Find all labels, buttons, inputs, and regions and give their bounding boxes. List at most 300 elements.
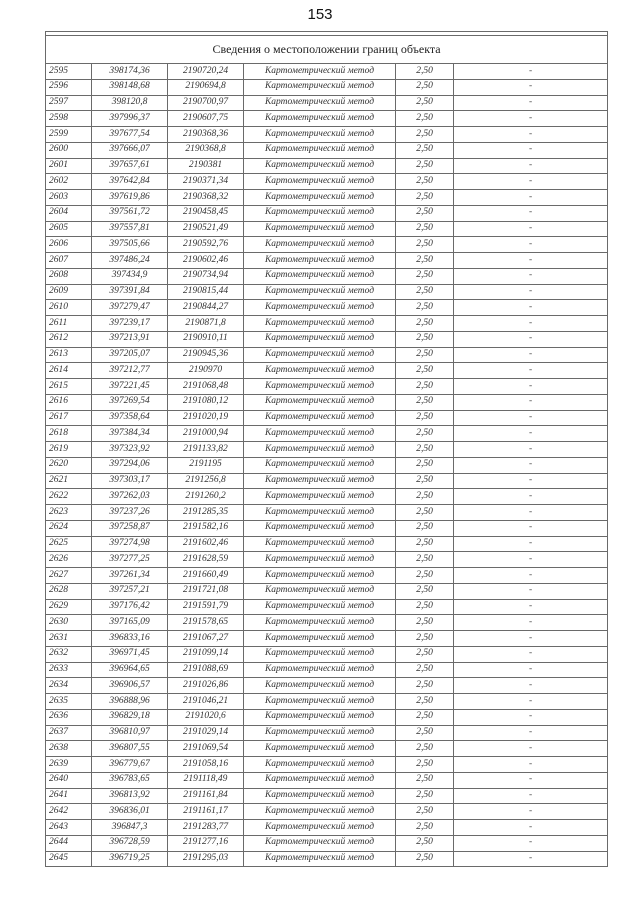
x-coordinate-cell: 397261,34	[92, 568, 168, 584]
table-row	[46, 363, 608, 379]
accuracy-cell: 2,50	[396, 568, 454, 584]
note-cell: -	[454, 79, 608, 95]
note-cell: -	[454, 599, 608, 615]
point-number-cell: 2643	[46, 820, 92, 836]
table-row	[46, 111, 608, 127]
y-coordinate-cell: 2191046,21	[168, 694, 244, 710]
method-cell: Картометрический метод	[244, 568, 396, 584]
y-coordinate-cell: 2191721,08	[168, 583, 244, 599]
x-coordinate-cell: 397176,42	[92, 599, 168, 615]
table-body	[46, 64, 608, 867]
method-cell: Картометрический метод	[244, 646, 396, 662]
accuracy-cell: 2,50	[396, 820, 454, 836]
y-coordinate-cell: 2191069,54	[168, 741, 244, 757]
point-number-cell: 2645	[46, 851, 92, 867]
point-number-cell: 2623	[46, 505, 92, 521]
point-number-cell: 2609	[46, 284, 92, 300]
y-coordinate-cell: 2191118,49	[168, 772, 244, 788]
method-cell: Картометрический метод	[244, 725, 396, 741]
note-cell: -	[454, 394, 608, 410]
note-cell: -	[454, 473, 608, 489]
accuracy-cell: 2,50	[396, 457, 454, 473]
y-coordinate-cell: 2191285,35	[168, 505, 244, 521]
x-coordinate-cell: 397505,66	[92, 237, 168, 253]
x-coordinate-cell: 397358,64	[92, 410, 168, 426]
note-cell: -	[454, 709, 608, 725]
table-row	[46, 725, 608, 741]
method-cell: Картометрический метод	[244, 442, 396, 458]
note-cell: -	[454, 489, 608, 505]
point-number-cell: 2630	[46, 615, 92, 631]
y-coordinate-cell: 2190592,76	[168, 237, 244, 253]
y-coordinate-cell: 2190694,8	[168, 79, 244, 95]
x-coordinate-cell: 398120,8	[92, 95, 168, 111]
note-cell: -	[454, 158, 608, 174]
y-coordinate-cell: 2191000,94	[168, 426, 244, 442]
note-cell: -	[454, 111, 608, 127]
y-coordinate-cell: 2190371,34	[168, 174, 244, 190]
accuracy-cell: 2,50	[396, 662, 454, 678]
method-cell: Картометрический метод	[244, 552, 396, 568]
point-number-cell: 2642	[46, 804, 92, 820]
accuracy-cell: 2,50	[396, 520, 454, 536]
point-number-cell: 2638	[46, 741, 92, 757]
x-coordinate-cell: 396813,92	[92, 788, 168, 804]
point-number-cell: 2604	[46, 205, 92, 221]
point-number-cell: 2600	[46, 142, 92, 158]
note-cell: -	[454, 851, 608, 867]
note-cell: -	[454, 788, 608, 804]
note-cell: -	[454, 331, 608, 347]
note-cell: -	[454, 190, 608, 206]
note-cell: -	[454, 757, 608, 773]
note-cell: -	[454, 457, 608, 473]
accuracy-cell: 2,50	[396, 678, 454, 694]
table-title-row	[46, 36, 608, 64]
method-cell: Картометрический метод	[244, 505, 396, 521]
table-row	[46, 442, 608, 458]
method-cell: Картометрический метод	[244, 662, 396, 678]
point-number-cell: 2625	[46, 536, 92, 552]
point-number-cell: 2613	[46, 347, 92, 363]
accuracy-cell: 2,50	[396, 284, 454, 300]
accuracy-cell: 2,50	[396, 709, 454, 725]
method-cell: Картометрический метод	[244, 410, 396, 426]
table-row	[46, 142, 608, 158]
table-row	[46, 678, 608, 694]
y-coordinate-cell: 2191099,14	[168, 646, 244, 662]
page-number: 153	[307, 6, 333, 23]
accuracy-cell: 2,50	[396, 64, 454, 80]
point-number-cell: 2636	[46, 709, 92, 725]
x-coordinate-cell: 397277,25	[92, 552, 168, 568]
y-coordinate-cell: 2190607,75	[168, 111, 244, 127]
table-row	[46, 205, 608, 221]
table-row	[46, 709, 608, 725]
point-number-cell: 2615	[46, 379, 92, 395]
x-coordinate-cell: 397996,37	[92, 111, 168, 127]
x-coordinate-cell: 396829,18	[92, 709, 168, 725]
table-row	[46, 536, 608, 552]
method-cell: Картометрический метод	[244, 583, 396, 599]
note-cell: -	[454, 410, 608, 426]
x-coordinate-cell: 396783,65	[92, 772, 168, 788]
table-row	[46, 505, 608, 521]
y-coordinate-cell: 2191067,27	[168, 631, 244, 647]
y-coordinate-cell: 2190602,46	[168, 253, 244, 269]
x-coordinate-cell: 397205,07	[92, 347, 168, 363]
method-cell: Картометрический метод	[244, 205, 396, 221]
table-row	[46, 410, 608, 426]
note-cell: -	[454, 725, 608, 741]
y-coordinate-cell: 2190945,36	[168, 347, 244, 363]
accuracy-cell: 2,50	[396, 95, 454, 111]
point-number-cell: 2635	[46, 694, 92, 710]
x-coordinate-cell: 396906,57	[92, 678, 168, 694]
method-cell: Картометрический метод	[244, 457, 396, 473]
x-coordinate-cell: 397557,81	[92, 221, 168, 237]
x-coordinate-cell: 397677,54	[92, 127, 168, 143]
point-number-cell: 2619	[46, 442, 92, 458]
note-cell: -	[454, 142, 608, 158]
y-coordinate-cell: 2191161,17	[168, 804, 244, 820]
table-row	[46, 221, 608, 237]
x-coordinate-cell: 397303,17	[92, 473, 168, 489]
note-cell: -	[454, 127, 608, 143]
method-cell: Картометрический метод	[244, 284, 396, 300]
accuracy-cell: 2,50	[396, 363, 454, 379]
accuracy-cell: 2,50	[396, 190, 454, 206]
note-cell: -	[454, 662, 608, 678]
y-coordinate-cell: 2190458,45	[168, 205, 244, 221]
y-coordinate-cell: 2191080,12	[168, 394, 244, 410]
x-coordinate-cell: 397561,72	[92, 205, 168, 221]
x-coordinate-cell: 396847,3	[92, 820, 168, 836]
y-coordinate-cell: 2190368,8	[168, 142, 244, 158]
point-number-cell: 2632	[46, 646, 92, 662]
accuracy-cell: 2,50	[396, 473, 454, 489]
y-coordinate-cell: 2190368,36	[168, 127, 244, 143]
note-cell: -	[454, 221, 608, 237]
y-coordinate-cell: 2191277,16	[168, 835, 244, 851]
y-coordinate-cell: 2191195	[168, 457, 244, 473]
note-cell: -	[454, 520, 608, 536]
accuracy-cell: 2,50	[396, 505, 454, 521]
table-row	[46, 646, 608, 662]
method-cell: Картометрический метод	[244, 79, 396, 95]
point-number-cell: 2624	[46, 520, 92, 536]
note-cell: -	[454, 820, 608, 836]
x-coordinate-cell: 396888,96	[92, 694, 168, 710]
point-number-cell: 2627	[46, 568, 92, 584]
point-number-cell: 2602	[46, 174, 92, 190]
x-coordinate-cell: 397257,21	[92, 583, 168, 599]
note-cell: -	[454, 426, 608, 442]
accuracy-cell: 2,50	[396, 646, 454, 662]
point-number-cell: 2601	[46, 158, 92, 174]
y-coordinate-cell: 2190521,49	[168, 221, 244, 237]
method-cell: Картометрический метод	[244, 599, 396, 615]
point-number-cell: 2633	[46, 662, 92, 678]
point-number-cell: 2637	[46, 725, 92, 741]
y-coordinate-cell: 2191256,8	[168, 473, 244, 489]
table-row	[46, 631, 608, 647]
accuracy-cell: 2,50	[396, 331, 454, 347]
point-number-cell: 2606	[46, 237, 92, 253]
table-title: Сведения о местоположении границ объекта	[46, 36, 608, 64]
note-cell: -	[454, 95, 608, 111]
y-coordinate-cell: 2191161,84	[168, 788, 244, 804]
table-row	[46, 174, 608, 190]
table-row	[46, 394, 608, 410]
table-row	[46, 489, 608, 505]
point-number-cell: 2620	[46, 457, 92, 473]
table-row	[46, 316, 608, 332]
table-row	[46, 473, 608, 489]
accuracy-cell: 2,50	[396, 552, 454, 568]
accuracy-cell: 2,50	[396, 410, 454, 426]
y-coordinate-cell: 2190700,97	[168, 95, 244, 111]
note-cell: -	[454, 205, 608, 221]
table-row	[46, 552, 608, 568]
accuracy-cell: 2,50	[396, 583, 454, 599]
table-row	[46, 583, 608, 599]
x-coordinate-cell: 397237,26	[92, 505, 168, 521]
x-coordinate-cell: 397212,77	[92, 363, 168, 379]
x-coordinate-cell: 398174,36	[92, 64, 168, 80]
point-number-cell: 2628	[46, 583, 92, 599]
point-number-cell: 2598	[46, 111, 92, 127]
y-coordinate-cell: 2191133,82	[168, 442, 244, 458]
accuracy-cell: 2,50	[396, 694, 454, 710]
x-coordinate-cell: 397221,45	[92, 379, 168, 395]
x-coordinate-cell: 397165,09	[92, 615, 168, 631]
x-coordinate-cell: 397279,47	[92, 300, 168, 316]
method-cell: Картометрический метод	[244, 158, 396, 174]
method-cell: Картометрический метод	[244, 741, 396, 757]
y-coordinate-cell: 2191628,59	[168, 552, 244, 568]
accuracy-cell: 2,50	[396, 757, 454, 773]
x-coordinate-cell: 397666,07	[92, 142, 168, 158]
note-cell: -	[454, 631, 608, 647]
method-cell: Картометрический метод	[244, 694, 396, 710]
table-row	[46, 158, 608, 174]
accuracy-cell: 2,50	[396, 174, 454, 190]
y-coordinate-cell: 2190910,11	[168, 331, 244, 347]
method-cell: Картометрический метод	[244, 347, 396, 363]
y-coordinate-cell: 2191660,49	[168, 568, 244, 584]
table-row	[46, 741, 608, 757]
table-row	[46, 300, 608, 316]
y-coordinate-cell: 2190720,24	[168, 64, 244, 80]
x-coordinate-cell: 397269,54	[92, 394, 168, 410]
point-number-cell: 2641	[46, 788, 92, 804]
table-row	[46, 426, 608, 442]
y-coordinate-cell: 2191088,69	[168, 662, 244, 678]
point-number-cell: 2608	[46, 268, 92, 284]
x-coordinate-cell: 397294,06	[92, 457, 168, 473]
y-coordinate-cell: 2190734,94	[168, 268, 244, 284]
accuracy-cell: 2,50	[396, 111, 454, 127]
table-row	[46, 347, 608, 363]
table-row	[46, 237, 608, 253]
method-cell: Картометрический метод	[244, 835, 396, 851]
table-row	[46, 253, 608, 269]
x-coordinate-cell: 396728,59	[92, 835, 168, 851]
point-number-cell: 2610	[46, 300, 92, 316]
x-coordinate-cell: 396807,55	[92, 741, 168, 757]
method-cell: Картометрический метод	[244, 473, 396, 489]
y-coordinate-cell: 2190368,32	[168, 190, 244, 206]
method-cell: Картометрический метод	[244, 190, 396, 206]
note-cell: -	[454, 237, 608, 253]
table-row	[46, 520, 608, 536]
note-cell: -	[454, 174, 608, 190]
y-coordinate-cell: 2190970	[168, 363, 244, 379]
accuracy-cell: 2,50	[396, 268, 454, 284]
accuracy-cell: 2,50	[396, 237, 454, 253]
table-row	[46, 615, 608, 631]
accuracy-cell: 2,50	[396, 316, 454, 332]
point-number-cell: 2618	[46, 426, 92, 442]
method-cell: Картометрический метод	[244, 331, 396, 347]
accuracy-cell: 2,50	[396, 79, 454, 95]
method-cell: Картометрический метод	[244, 142, 396, 158]
note-cell: -	[454, 442, 608, 458]
method-cell: Картометрический метод	[244, 268, 396, 284]
accuracy-cell: 2,50	[396, 347, 454, 363]
note-cell: -	[454, 568, 608, 584]
table-row	[46, 95, 608, 111]
accuracy-cell: 2,50	[396, 835, 454, 851]
accuracy-cell: 2,50	[396, 772, 454, 788]
point-number-cell: 2626	[46, 552, 92, 568]
y-coordinate-cell: 2191026,86	[168, 678, 244, 694]
y-coordinate-cell: 2191591,79	[168, 599, 244, 615]
x-coordinate-cell: 397323,92	[92, 442, 168, 458]
x-coordinate-cell: 397274,98	[92, 536, 168, 552]
x-coordinate-cell: 396719,25	[92, 851, 168, 867]
accuracy-cell: 2,50	[396, 489, 454, 505]
y-coordinate-cell: 2191582,16	[168, 520, 244, 536]
point-number-cell: 2595	[46, 64, 92, 80]
accuracy-cell: 2,50	[396, 442, 454, 458]
y-coordinate-cell: 2191029,14	[168, 725, 244, 741]
point-number-cell: 2617	[46, 410, 92, 426]
table-row	[46, 568, 608, 584]
accuracy-cell: 2,50	[396, 741, 454, 757]
x-coordinate-cell: 397213,91	[92, 331, 168, 347]
table-row	[46, 757, 608, 773]
point-number-cell: 2639	[46, 757, 92, 773]
point-number-cell: 2644	[46, 835, 92, 851]
x-coordinate-cell: 397434,9	[92, 268, 168, 284]
note-cell: -	[454, 505, 608, 521]
y-coordinate-cell: 2191283,77	[168, 820, 244, 836]
point-number-cell: 2614	[46, 363, 92, 379]
accuracy-cell: 2,50	[396, 599, 454, 615]
method-cell: Картометрический метод	[244, 772, 396, 788]
note-cell: -	[454, 741, 608, 757]
x-coordinate-cell: 398148,68	[92, 79, 168, 95]
accuracy-cell: 2,50	[396, 394, 454, 410]
note-cell: -	[454, 536, 608, 552]
x-coordinate-cell: 397258,87	[92, 520, 168, 536]
x-coordinate-cell: 397262,03	[92, 489, 168, 505]
method-cell: Картометрический метод	[244, 111, 396, 127]
note-cell: -	[454, 347, 608, 363]
point-number-cell: 2621	[46, 473, 92, 489]
accuracy-cell: 2,50	[396, 631, 454, 647]
method-cell: Картометрический метод	[244, 394, 396, 410]
accuracy-cell: 2,50	[396, 221, 454, 237]
accuracy-cell: 2,50	[396, 127, 454, 143]
table-row	[46, 379, 608, 395]
accuracy-cell: 2,50	[396, 142, 454, 158]
y-coordinate-cell: 2190871,8	[168, 316, 244, 332]
method-cell: Картометрический метод	[244, 95, 396, 111]
table-row	[46, 788, 608, 804]
accuracy-cell: 2,50	[396, 804, 454, 820]
table-row	[46, 190, 608, 206]
method-cell: Картометрический метод	[244, 709, 396, 725]
point-number-cell: 2603	[46, 190, 92, 206]
point-number-cell: 2611	[46, 316, 92, 332]
note-cell: -	[454, 316, 608, 332]
method-cell: Картометрический метод	[244, 804, 396, 820]
method-cell: Картометрический метод	[244, 363, 396, 379]
note-cell: -	[454, 284, 608, 300]
note-cell: -	[454, 835, 608, 851]
method-cell: Картометрический метод	[244, 536, 396, 552]
point-number-cell: 2616	[46, 394, 92, 410]
accuracy-cell: 2,50	[396, 379, 454, 395]
y-coordinate-cell: 2191295,03	[168, 851, 244, 867]
point-number-cell: 2612	[46, 331, 92, 347]
note-cell: -	[454, 804, 608, 820]
method-cell: Картометрический метод	[244, 820, 396, 836]
x-coordinate-cell: 396810,97	[92, 725, 168, 741]
table-row	[46, 851, 608, 867]
accuracy-cell: 2,50	[396, 725, 454, 741]
note-cell: -	[454, 253, 608, 269]
note-cell: -	[454, 363, 608, 379]
note-cell: -	[454, 64, 608, 80]
accuracy-cell: 2,50	[396, 300, 454, 316]
method-cell: Картометрический метод	[244, 788, 396, 804]
method-cell: Картометрический метод	[244, 316, 396, 332]
table-row	[46, 331, 608, 347]
method-cell: Картометрический метод	[244, 426, 396, 442]
y-coordinate-cell: 2190844,27	[168, 300, 244, 316]
y-coordinate-cell: 2191020,19	[168, 410, 244, 426]
method-cell: Картометрический метод	[244, 851, 396, 867]
point-number-cell: 2607	[46, 253, 92, 269]
accuracy-cell: 2,50	[396, 205, 454, 221]
note-cell: -	[454, 615, 608, 631]
table-row	[46, 835, 608, 851]
note-cell: -	[454, 678, 608, 694]
x-coordinate-cell: 397486,24	[92, 253, 168, 269]
x-coordinate-cell: 397642,84	[92, 174, 168, 190]
y-coordinate-cell: 2191068,48	[168, 379, 244, 395]
accuracy-cell: 2,50	[396, 851, 454, 867]
x-coordinate-cell: 396971,45	[92, 646, 168, 662]
y-coordinate-cell: 2191260,2	[168, 489, 244, 505]
method-cell: Картометрический метод	[244, 489, 396, 505]
method-cell: Картометрический метод	[244, 678, 396, 694]
table-row	[46, 662, 608, 678]
